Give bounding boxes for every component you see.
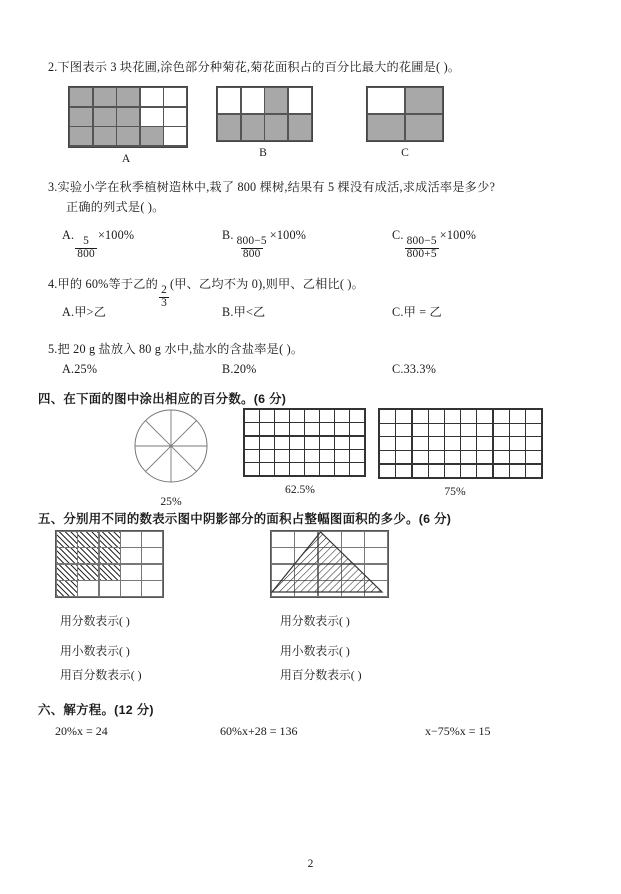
grid-cell — [350, 423, 364, 435]
page-number: 2 — [307, 858, 314, 870]
grid-cell — [445, 410, 460, 422]
question-4-fraction — [159, 285, 169, 310]
question-2-figure-c — [366, 86, 444, 142]
grid-cell — [141, 127, 163, 145]
grid-cell — [445, 437, 460, 449]
grid-cell — [70, 127, 92, 145]
section-four-circle-figure — [133, 408, 209, 484]
question-2-figure-a — [68, 86, 188, 148]
option-fraction — [75, 236, 97, 261]
question-3-option-C — [392, 226, 476, 261]
section-four-grid-1 — [243, 408, 366, 477]
grid-cell — [350, 437, 364, 449]
grid-cell — [494, 451, 509, 463]
grid-cell — [429, 424, 444, 436]
grid-cell — [260, 423, 274, 435]
grid-cell — [429, 437, 444, 449]
question-5-option-0: A.25% — [62, 362, 98, 376]
grid-cell — [117, 88, 139, 106]
grid-cell — [290, 410, 304, 422]
grid-cell — [445, 451, 460, 463]
grid-cell — [100, 565, 120, 580]
question-4-option-2: C.甲 = 乙 — [392, 305, 442, 319]
section-five-figures — [55, 530, 600, 602]
grid-cell — [94, 88, 116, 106]
grid-cell — [260, 463, 274, 475]
grid-cell — [320, 410, 334, 422]
section-six-equation-2: x−75%x = 15 — [425, 724, 491, 738]
grid-cell — [350, 410, 364, 422]
grid-cell — [260, 450, 274, 462]
grid-cell — [477, 424, 492, 436]
fraction-denominator: 800+5 — [406, 248, 437, 261]
section-six-equation-0: 20%x = 24 — [55, 724, 108, 738]
grid-cell — [121, 581, 141, 596]
option-fraction — [405, 236, 439, 261]
section-six-equation-1: 60%x+28 = 136 — [220, 724, 298, 738]
grid-cell — [57, 565, 77, 580]
question-3-option-A — [62, 226, 134, 261]
grid-cell — [526, 437, 541, 449]
grid-cell — [510, 424, 525, 436]
figure-label-c: C — [401, 146, 409, 160]
grid-cell — [320, 423, 334, 435]
grid-cell — [494, 410, 509, 422]
grid-cell — [368, 115, 404, 140]
grid-cell — [510, 437, 525, 449]
grid-cell — [494, 465, 509, 477]
fraction-denominator: 800 — [77, 248, 95, 261]
grid-cell — [526, 465, 541, 477]
section-five-prompts — [55, 612, 600, 697]
grid-cell — [526, 451, 541, 463]
grid-cell — [290, 437, 304, 449]
grid-cell — [335, 437, 349, 449]
question-2-figure-b — [216, 86, 313, 142]
grid-cell — [335, 410, 349, 422]
fraction-denominator: 3 — [161, 297, 167, 310]
grid-cell — [290, 423, 304, 435]
grid-cell — [445, 424, 460, 436]
grid-cell — [380, 451, 395, 463]
grid-cell — [78, 532, 98, 547]
grid-cell — [526, 410, 541, 422]
grid-cell — [275, 437, 289, 449]
grid-cell — [494, 437, 509, 449]
grid-cell — [290, 463, 304, 475]
section-five-heading: 五、分别用不同的数表示图中阴影部分的面积占整幅图面积的多少。(6 分) — [38, 512, 452, 526]
grid-cell — [380, 424, 395, 436]
grid-cell — [275, 450, 289, 462]
grid-cell — [335, 423, 349, 435]
option-suffix: ×100% — [439, 228, 477, 242]
question-5-text: 5.把 20 g 盐放入 80 g 水中,盐水的含盐率是( )。 — [48, 342, 304, 356]
option-suffix: ×100% — [269, 228, 307, 242]
question-3-text-line2: 正确的列式是( )。 — [66, 200, 165, 214]
grid-cell — [510, 451, 525, 463]
question-5-option-1: B.20% — [222, 362, 257, 376]
section-five-prompt-left-0: 用分数表示( ) — [60, 614, 130, 628]
grid-cell — [413, 451, 428, 463]
grid-cell — [94, 127, 116, 145]
grid-cell — [242, 115, 264, 140]
grid-cell — [305, 463, 319, 475]
question-4-option-0: A.甲>乙 — [62, 305, 107, 319]
grid-cell — [245, 410, 259, 422]
grid-cell — [429, 465, 444, 477]
option-fraction — [235, 236, 269, 261]
question-4-prefix: 4.甲的 60%等于乙的 — [48, 277, 159, 291]
grid-cell — [526, 424, 541, 436]
grid-cell — [335, 463, 349, 475]
grid-cell — [265, 115, 287, 140]
grid-cell — [510, 465, 525, 477]
question-3-options — [62, 226, 602, 260]
grid-cell — [100, 532, 120, 547]
section-four-figures — [38, 408, 583, 508]
grid-cell — [260, 410, 274, 422]
grid-cell — [289, 88, 311, 113]
grid-cell — [368, 88, 404, 113]
grid-cell — [445, 465, 460, 477]
grid-cell — [245, 463, 259, 475]
grid-cell — [350, 450, 364, 462]
grid-cell — [380, 410, 395, 422]
grid-cell — [413, 465, 428, 477]
grid-cell — [164, 88, 186, 106]
grid-cell — [380, 437, 395, 449]
option-letter: A. — [62, 228, 75, 242]
grid-cell — [275, 423, 289, 435]
grid-cell — [275, 463, 289, 475]
grid-cell — [413, 410, 428, 422]
grid-cell — [275, 410, 289, 422]
grid-cell — [142, 532, 162, 547]
shaded-triangle — [270, 530, 384, 594]
fraction-numerator: 800−5 — [236, 235, 267, 248]
grid-cell — [477, 451, 492, 463]
grid-cell — [265, 88, 287, 113]
fraction-numerator: 800−5 — [406, 235, 437, 248]
question-5-option-2: C.33.3% — [392, 362, 437, 376]
grid-cell — [94, 108, 116, 126]
figure-label-b: B — [259, 146, 267, 160]
grid-cell — [57, 548, 77, 563]
grid-cell — [396, 465, 411, 477]
grid-cell — [164, 127, 186, 145]
grid-cell — [218, 115, 240, 140]
grid-cell — [57, 532, 77, 547]
section-five-prompt-right-2: 用百分数表示( ) — [280, 668, 362, 682]
section-five-prompt-right-1: 用小数表示( ) — [280, 644, 350, 658]
grid-cell — [350, 463, 364, 475]
grid-cell — [100, 581, 120, 596]
grid-cell — [461, 465, 476, 477]
section-four-caption-2: 75% — [444, 485, 466, 499]
grid-cell — [396, 410, 411, 422]
grid-cell — [218, 88, 240, 113]
grid-cell — [117, 108, 139, 126]
grid-cell — [406, 115, 442, 140]
question-4-suffix: (甲、乙均不为 0),则甲、乙相比( )。 — [169, 277, 365, 291]
grid-cell — [380, 465, 395, 477]
section-four-caption-0: 25% — [160, 495, 182, 508]
figure-label-a: A — [121, 151, 131, 165]
grid-cell — [413, 424, 428, 436]
grid-cell — [117, 127, 139, 145]
grid-cell — [290, 450, 304, 462]
grid-cell — [245, 450, 259, 462]
grid-cell — [396, 437, 411, 449]
section-four-caption-1: 62.5% — [285, 483, 315, 497]
grid-cell — [78, 581, 98, 596]
grid-cell — [461, 451, 476, 463]
grid-cell — [320, 437, 334, 449]
grid-cell — [245, 423, 259, 435]
grid-cell — [78, 548, 98, 563]
option-letter: C. — [392, 228, 404, 242]
grid-cell — [121, 548, 141, 563]
grid-cell — [141, 88, 163, 106]
grid-cell — [461, 424, 476, 436]
option-letter: B. — [222, 228, 234, 242]
fraction-numerator: 5 — [83, 235, 90, 248]
grid-cell — [429, 451, 444, 463]
grid-cell — [100, 548, 120, 563]
grid-cell — [289, 115, 311, 140]
grid-cell — [413, 437, 428, 449]
grid-cell — [477, 437, 492, 449]
grid-cell — [242, 88, 264, 113]
grid-cell — [406, 88, 442, 113]
grid-cell — [320, 450, 334, 462]
grid-cell — [494, 424, 509, 436]
grid-cell — [305, 450, 319, 462]
grid-cell — [142, 565, 162, 580]
question-3-text-line1: 3.实验小学在秋季植树造林中,栽了 800 棵树,结果有 5 棵没有成活,求成活率是多少? — [48, 180, 496, 194]
grid-cell — [510, 410, 525, 422]
grid-cell — [305, 410, 319, 422]
section-five-prompt-left-1: 用小数表示( ) — [60, 644, 130, 658]
section-five-prompt-right-0: 用分数表示( ) — [280, 614, 350, 628]
grid-cell — [142, 548, 162, 563]
option-suffix: ×100% — [97, 228, 135, 242]
question-4-text — [48, 275, 608, 310]
grid-cell — [141, 108, 163, 126]
grid-cell — [260, 437, 274, 449]
grid-cell — [121, 565, 141, 580]
grid-cell — [335, 450, 349, 462]
grid-cell — [461, 410, 476, 422]
grid-cell — [396, 451, 411, 463]
section-four-grid-2 — [378, 408, 543, 479]
grid-cell — [70, 88, 92, 106]
fraction-denominator: 800 — [242, 248, 261, 261]
question-3-option-B — [222, 226, 306, 261]
question-2-figures — [68, 86, 568, 165]
grid-cell — [396, 424, 411, 436]
grid-cell — [57, 581, 77, 596]
grid-cell — [70, 108, 92, 126]
grid-cell — [121, 532, 141, 547]
grid-cell — [305, 437, 319, 449]
grid-cell — [461, 437, 476, 449]
question-4-option-1: B.甲<乙 — [222, 305, 266, 319]
grid-cell — [245, 437, 259, 449]
section-five-prompt-left-2: 用百分数表示( ) — [60, 668, 142, 682]
grid-cell — [477, 465, 492, 477]
grid-cell — [305, 423, 319, 435]
grid-cell — [429, 410, 444, 422]
grid-cell — [78, 565, 98, 580]
section-four-heading: 四、在下面的图中涂出相应的百分数。(6 分) — [38, 392, 287, 406]
question-2-text: 2.下图表示 3 块花圃,涂色部分种菊花,菊花面积占的百分比最大的花圃是( )。 — [48, 60, 461, 74]
section-five-hatch-grid — [55, 530, 164, 598]
fraction-numerator: 2 — [161, 284, 167, 297]
section-six-heading: 六、解方程。(12 分) — [38, 703, 154, 717]
grid-cell — [477, 410, 492, 422]
grid-cell — [164, 108, 186, 126]
grid-cell — [320, 463, 334, 475]
grid-cell — [142, 581, 162, 596]
